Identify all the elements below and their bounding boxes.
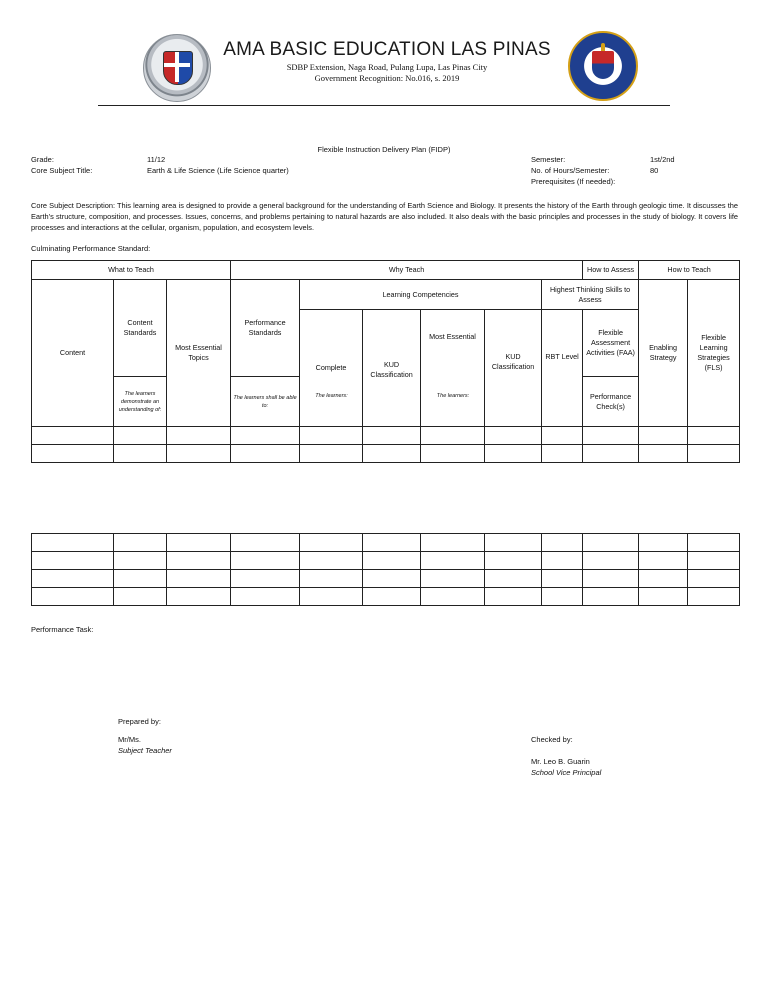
table-cell[interactable]: [363, 588, 421, 606]
table-cell[interactable]: [542, 552, 583, 570]
table-cell[interactable]: [542, 427, 583, 445]
complete-header: Complete: [300, 310, 363, 427]
kud-classification-header-1: KUD Classification: [363, 310, 421, 427]
semester-value: 1st/2nd: [650, 155, 675, 164]
school-address-block: [222, 62, 552, 84]
content-standards-note: The learners demonstrate an understanding of:: [114, 377, 167, 427]
table-cell[interactable]: [300, 570, 363, 588]
table-cell[interactable]: [639, 552, 688, 570]
table-cell[interactable]: [300, 445, 363, 463]
how-to-assess-header: How to Assess: [583, 261, 639, 280]
table-cell[interactable]: [300, 427, 363, 445]
fidp-main-table: [31, 260, 740, 463]
subject-label: Core Subject Title:: [31, 166, 93, 175]
table-cell[interactable]: [32, 588, 114, 606]
grade-label: Grade:: [31, 155, 54, 164]
highest-thinking-header: Highest Thinking Skills to Assess: [542, 280, 639, 310]
faa-header: Flexible Assessment Activities (FAA): [583, 310, 639, 377]
semester-label: Semester:: [531, 155, 566, 164]
table-cell[interactable]: [363, 445, 421, 463]
table-cell[interactable]: [114, 427, 167, 445]
subject-value: Earth & Life Science (Life Science quarter): [147, 166, 289, 175]
hours-value: 80: [650, 166, 659, 175]
address-line: SDBP Extension, Naga Road, Pulang Lupa, Las Pinas City: [286, 62, 488, 72]
table-cell[interactable]: [167, 570, 231, 588]
table-cell[interactable]: [32, 552, 114, 570]
table-cell[interactable]: [114, 588, 167, 606]
checked-by-label: Checked by:: [531, 735, 573, 744]
core-subject-description: Core Subject Description: This learning area is designed to provide a general background for the understanding of Earth Science and Biology. It presents the history of the Earth through geologic time. It discusses the Earth's structure, composition, and processes. Issues, concerns, and problems pertaining to natural hazards are also included. It also deals with the basic principles and processes in the study of biology. It covers life processes and interactions at the cellular, organism, population, and ecosystem levels.: [31, 201, 738, 232]
content-header: Content: [32, 280, 114, 427]
table-cell[interactable]: [542, 570, 583, 588]
most-essential-topics-header: Most Essential Topics: [167, 280, 231, 427]
performance-standards-note: The learners shall be able to:: [231, 377, 300, 427]
table-cell[interactable]: [300, 588, 363, 606]
table-cell[interactable]: [114, 570, 167, 588]
table-cell[interactable]: [421, 427, 485, 445]
table-cell[interactable]: [688, 427, 740, 445]
table-cell[interactable]: [363, 427, 421, 445]
table-cell[interactable]: [688, 588, 740, 606]
what-to-teach-header: What to Teach: [32, 261, 231, 280]
table-cell[interactable]: [485, 588, 542, 606]
checked-name: Mr. Leo B. Guarin: [531, 757, 590, 766]
kud-classification-header-2: KUD Classification: [485, 310, 542, 427]
table-cell[interactable]: [167, 445, 231, 463]
table-cell[interactable]: [688, 570, 740, 588]
fls-header: Flexible Learning Strategies (FLS): [688, 280, 740, 427]
table-cell[interactable]: [421, 552, 485, 570]
school-name: AMA BASIC EDUCATION LAS PINAS: [223, 39, 551, 60]
table-cell[interactable]: [583, 552, 639, 570]
ama-school-seal-icon: [143, 34, 211, 102]
performance-task-label: Performance Task:: [31, 625, 94, 634]
table-cell[interactable]: [485, 534, 542, 552]
table-cell[interactable]: [32, 427, 114, 445]
prerequisites-label: Prerequisites (If needed):: [531, 177, 616, 186]
most-essential-header: Most Essential: [421, 310, 485, 427]
seal-cross-vertical: [175, 52, 179, 82]
why-teach-header: Why Teach: [231, 261, 583, 280]
table-cell[interactable]: [688, 534, 740, 552]
table-cell[interactable]: [421, 588, 485, 606]
checked-role: School Vice Principal: [531, 768, 602, 777]
table-cell[interactable]: [485, 427, 542, 445]
table-cell[interactable]: [688, 445, 740, 463]
fidp-continuation-table: [31, 533, 740, 606]
seal-emblem: [592, 51, 614, 79]
table-cell[interactable]: [421, 445, 485, 463]
table-cell[interactable]: [542, 588, 583, 606]
prepared-name: Mr/Ms.: [118, 735, 141, 744]
content-standards-header: Content Standards: [114, 280, 167, 377]
rbt-level-header: RBT Level: [542, 310, 583, 427]
learning-competencies-header: Learning Competencies: [300, 280, 542, 310]
performance-standards-header: Performance Standards: [231, 280, 300, 377]
table-cell[interactable]: [231, 534, 300, 552]
table-cell[interactable]: [583, 427, 639, 445]
table-cell[interactable]: [32, 534, 114, 552]
table-cell[interactable]: [231, 552, 300, 570]
document-title: Flexible Instruction Delivery Plan (FIDP): [317, 145, 451, 154]
prepared-by-label: Prepared by:: [118, 717, 161, 726]
hours-label: No. of Hours/Semester:: [531, 166, 610, 175]
table-cell[interactable]: [114, 534, 167, 552]
culminating-standard-label: Culminating Performance Standard:: [31, 244, 151, 253]
table-cell[interactable]: [32, 445, 114, 463]
table-cell[interactable]: [231, 445, 300, 463]
table-cell[interactable]: [583, 445, 639, 463]
table-cell[interactable]: [167, 552, 231, 570]
table-cell[interactable]: [363, 570, 421, 588]
deped-seal-icon: [568, 31, 638, 101]
complete-note: The learners:: [315, 393, 348, 399]
table-cell[interactable]: [363, 534, 421, 552]
table-cell[interactable]: [114, 552, 167, 570]
table-cell[interactable]: [421, 570, 485, 588]
table-cell[interactable]: [167, 534, 231, 552]
table-cell[interactable]: [32, 570, 114, 588]
table-cell[interactable]: [639, 534, 688, 552]
table-cell[interactable]: [300, 552, 363, 570]
recognition-line: Government Recognition: No.016, s. 2019: [314, 73, 460, 83]
table-cell[interactable]: [421, 534, 485, 552]
table-cell[interactable]: [114, 445, 167, 463]
table-cell[interactable]: [485, 445, 542, 463]
how-to-teach-header: How to Teach: [639, 261, 740, 280]
enabling-strategy-header: Enabling Strategy: [639, 280, 688, 427]
table-cell[interactable]: [542, 534, 583, 552]
grade-value: 11/12: [147, 155, 166, 164]
table-cell[interactable]: [231, 570, 300, 588]
performance-checks-header: Performance Check(s): [583, 377, 639, 427]
table-cell[interactable]: [485, 552, 542, 570]
table-cell[interactable]: [363, 552, 421, 570]
table-cell[interactable]: [167, 427, 231, 445]
table-cell[interactable]: [485, 570, 542, 588]
table-cell[interactable]: [688, 552, 740, 570]
seal-cross-horizontal: [164, 63, 190, 67]
table-cell[interactable]: [583, 588, 639, 606]
prepared-role: Subject Teacher: [118, 746, 172, 755]
table-cell[interactable]: [639, 588, 688, 606]
table-cell[interactable]: [542, 445, 583, 463]
table-cell[interactable]: [167, 588, 231, 606]
header-divider: [98, 105, 670, 106]
most-essential-note: The learners:: [436, 393, 470, 399]
table-cell[interactable]: [583, 534, 639, 552]
table-cell[interactable]: [231, 588, 300, 606]
table-cell[interactable]: [231, 427, 300, 445]
table-cell[interactable]: [300, 534, 363, 552]
table-cell[interactable]: [583, 570, 639, 588]
table-cell[interactable]: [639, 445, 688, 463]
table-cell[interactable]: [639, 427, 688, 445]
table-cell[interactable]: [639, 570, 688, 588]
